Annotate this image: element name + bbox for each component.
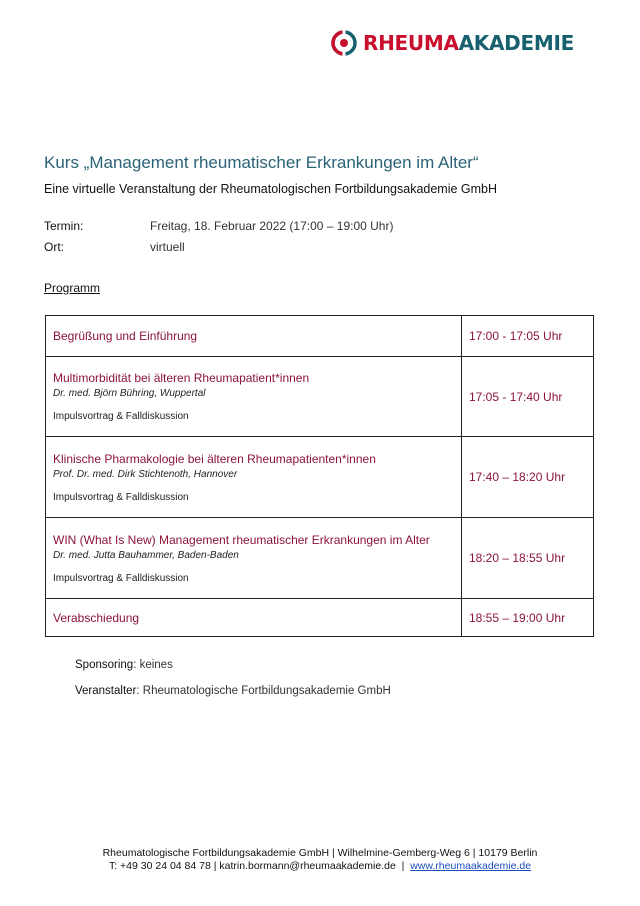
termin-value: Freitag, 18. Februar 2022 (17:00 – 19:00 Uhr)	[150, 219, 394, 233]
website-link[interactable]: www.rheumaakademie.de	[410, 860, 532, 872]
logo-akademie: AKADEMIE	[458, 31, 574, 55]
session-format: Impulsvortrag & Falldiskussion	[53, 411, 189, 422]
session-format: Impulsvortrag & Falldiskussion	[53, 572, 189, 584]
logo-text	[363, 30, 574, 56]
session-speaker: Dr. med. Jutta Bauhammer, Baden-Baden	[53, 549, 239, 561]
table-row	[46, 357, 594, 437]
footer-address: Rheumatologische Fortbildungsakademie GmbH | Wilhelmine-Gemberg-Weg 6 | 10179 Berlin	[102, 847, 538, 859]
table-row	[46, 437, 594, 518]
logo-mark-icon	[331, 30, 357, 56]
footer-contact	[0, 860, 640, 872]
termin-label: Termin:	[44, 219, 84, 233]
rheumaakademie-logo	[331, 30, 574, 56]
footer-phone-email: T: +49 30 24 04 84 78 | katrin.bormann@rheumaakademie.de |	[108, 860, 411, 872]
session-time: 18:55 – 19:00 Uhr	[462, 599, 594, 637]
sponsoring-value: : keines	[133, 659, 173, 671]
session-speaker: Dr. med. Björn Bühring, Wuppertal	[53, 388, 206, 399]
document-title: Kurs „Management rheumatischer Erkrankungen im Alter“	[44, 153, 479, 172]
session-format: Impulsvortrag & Falldiskussion	[53, 491, 189, 503]
table-row	[46, 599, 594, 637]
logo-rheuma: RHEUMA	[363, 31, 459, 55]
veranstalter-label: Veranstalter	[75, 685, 137, 697]
ort-label: Ort:	[44, 240, 64, 254]
sponsoring-label: Sponsoring	[75, 659, 134, 671]
session-speaker: Prof. Dr. med. Dirk Stichtenoth, Hannover	[53, 468, 238, 480]
session-time: 18:20 – 18:55 Uhr	[462, 518, 594, 599]
session-time: 17:00 - 17:05 Uhr	[462, 316, 594, 357]
session-cell	[46, 357, 462, 437]
session-cell	[46, 518, 462, 599]
sponsoring-line	[75, 659, 173, 671]
session-time: 17:40 – 18:20 Uhr	[462, 437, 594, 518]
session-title: WIN (What Is New) Management rheumatischer Erkrankungen im Alter	[53, 532, 430, 547]
table-row	[46, 316, 594, 357]
veranstalter-line	[75, 685, 391, 697]
session-time: 17:05 - 17:40 Uhr	[462, 357, 594, 437]
ort-value: virtuell	[150, 240, 185, 254]
program-table	[45, 315, 594, 637]
session-cell	[46, 437, 462, 518]
session-cell	[46, 599, 462, 637]
session-title: Begrüßung und Einführung	[53, 329, 198, 343]
program-heading: Programm	[44, 281, 101, 295]
session-title: Klinische Pharmakologie bei älteren Rheumapatienten*innen	[53, 451, 376, 466]
session-title: Multimorbidität bei älteren Rheumapatient*innen	[53, 371, 310, 385]
session-title: Verabschiedung	[53, 610, 140, 625]
session-cell	[46, 316, 462, 357]
table-row	[46, 518, 594, 599]
veranstalter-value: : Rheumatologische Fortbildungsakademie GmbH	[136, 685, 391, 697]
document-subtitle: Eine virtuelle Veranstaltung der Rheumatologischen Fortbildungsakademie GmbH	[44, 182, 498, 196]
